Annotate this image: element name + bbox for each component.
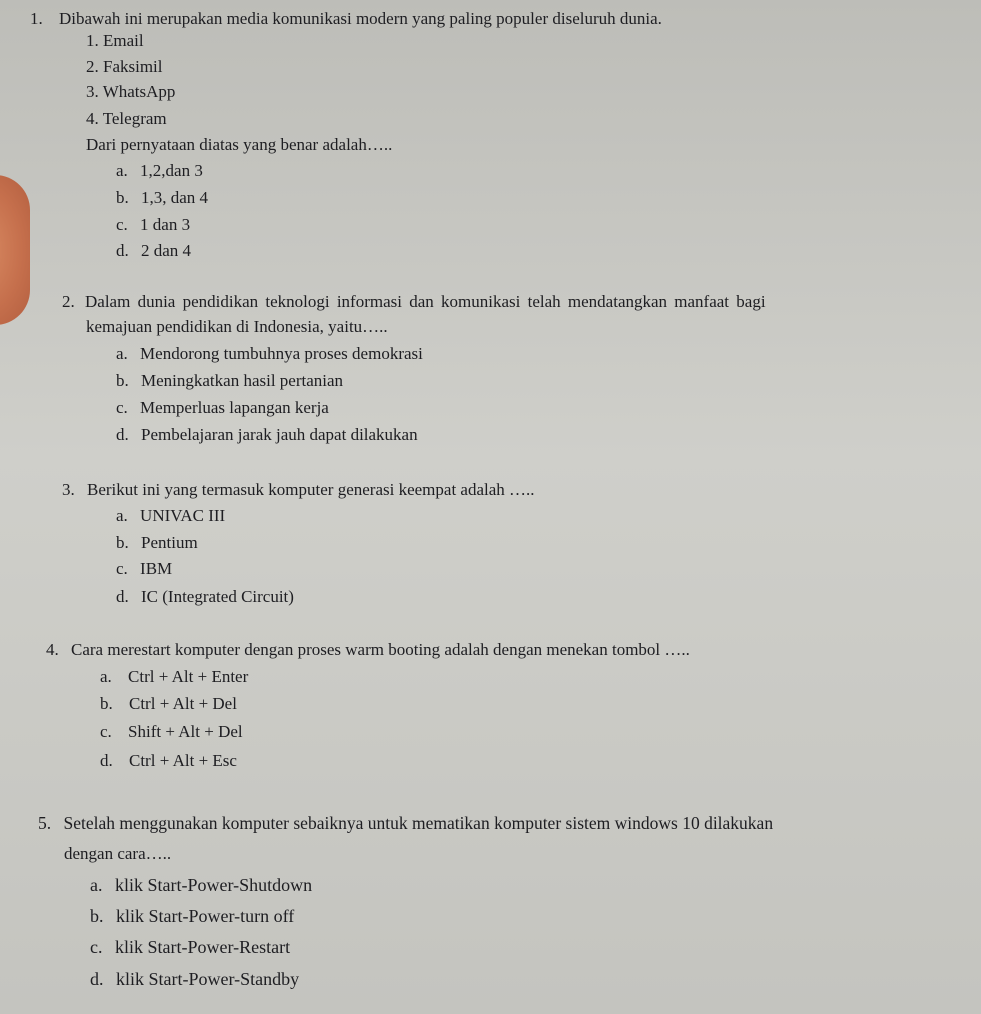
- option-text: Mendorong tumbuhnya proses demokrasi: [140, 344, 423, 363]
- question-number: 4.: [46, 640, 59, 659]
- question-3: [62, 479, 535, 501]
- option-b: [116, 532, 198, 554]
- question-number: 1.: [30, 9, 43, 28]
- option-b: [90, 905, 294, 927]
- option-c: [116, 558, 172, 580]
- option-text: 1 dan 3: [140, 215, 191, 234]
- option-text: 1,3, dan 4: [141, 188, 209, 207]
- question-4: [46, 639, 690, 661]
- option-letter: a.: [116, 161, 128, 180]
- option-text: UNIVAC III: [140, 506, 226, 525]
- option-a: [116, 343, 423, 365]
- option-d: [90, 968, 299, 990]
- option-letter: b.: [116, 371, 129, 390]
- option-c: [100, 721, 243, 743]
- option-letter: b.: [116, 533, 129, 552]
- option-letter: d.: [116, 587, 129, 606]
- option-letter: a.: [100, 667, 112, 686]
- question-5: [38, 812, 773, 834]
- option-a: [100, 666, 248, 688]
- option-letter: a.: [90, 875, 103, 895]
- question-number: 2.: [62, 292, 75, 311]
- question-text: Berikut ini yang termasuk komputer generasi keempat adalah …..: [87, 480, 535, 499]
- question-text-line1: Setelah menggunakan komputer sebaiknya untuk mematikan komputer sistem windows 10 dilakukan: [63, 813, 774, 833]
- option-text: Ctrl + Alt + Esc: [129, 751, 237, 770]
- option-text: Pembelajaran jarak jauh dapat dilakukan: [141, 425, 418, 444]
- option-b: [100, 693, 237, 715]
- option-d: [116, 240, 191, 262]
- question-prompt: Dari pernyataan diatas yang benar adalah…..: [86, 135, 393, 154]
- option-text: Meningkatkan hasil pertanian: [141, 371, 344, 390]
- option-c: [90, 936, 290, 958]
- question-1: [30, 8, 662, 30]
- statement-2: 2. Faksimil: [86, 57, 163, 76]
- option-a: [90, 874, 312, 896]
- option-letter: c.: [100, 722, 112, 741]
- question-text-line2: kemajuan pendidikan di Indonesia, yaitu…..: [86, 317, 388, 336]
- option-a: [116, 505, 225, 527]
- question-text: Cara merestart komputer dengan proses warm booting adalah dengan menekan tombol …..: [71, 640, 690, 659]
- option-letter: d.: [100, 751, 113, 770]
- statement-3: 3. WhatsApp: [86, 82, 176, 101]
- option-text: Ctrl + Alt + Del: [129, 694, 237, 713]
- option-text: 2 dan 4: [141, 241, 192, 260]
- question-number: 5.: [38, 813, 52, 833]
- option-text: 1,2,dan 3: [140, 161, 203, 180]
- statement-4: 4. Telegram: [86, 109, 167, 128]
- option-text: Pentium: [141, 533, 198, 552]
- option-b: [116, 370, 343, 392]
- option-b: [116, 187, 208, 209]
- option-letter: a.: [116, 506, 128, 525]
- option-d: [116, 424, 418, 446]
- option-letter: c.: [116, 215, 128, 234]
- question-text-line1: Dalam dunia pendidikan teknologi informasi dan komunikasi telah mendatangkan manfaat bagi: [85, 292, 766, 311]
- option-text: klik Start-Power-Restart: [115, 937, 291, 957]
- option-letter: b.: [116, 188, 129, 207]
- option-d: [116, 586, 294, 608]
- finger-edge: [0, 175, 30, 325]
- option-c: [116, 214, 190, 236]
- option-letter: d.: [116, 241, 129, 260]
- question-number: 3.: [62, 480, 75, 499]
- statement-1: 1. Email: [86, 31, 144, 50]
- option-letter: a.: [116, 344, 128, 363]
- option-text: klik Start-Power-Standby: [116, 969, 300, 989]
- question-text-line2: dengan cara…..: [64, 844, 172, 863]
- option-letter: b.: [100, 694, 113, 713]
- question-text: Dibawah ini merupakan media komunikasi modern yang paling populer diseluruh dunia.: [59, 9, 662, 28]
- option-letter: d.: [116, 425, 129, 444]
- option-text: Ctrl + Alt + Enter: [128, 667, 249, 686]
- option-text: Shift + Alt + Del: [128, 722, 243, 741]
- option-letter: c.: [116, 398, 128, 417]
- option-letter: b.: [90, 906, 104, 926]
- option-text: IC (Integrated Circuit): [141, 587, 294, 606]
- option-d: [100, 750, 237, 772]
- option-text: Memperluas lapangan kerja: [140, 398, 329, 417]
- option-c: [116, 397, 329, 419]
- option-text: klik Start-Power-Shutdown: [115, 875, 313, 895]
- option-a: [116, 160, 203, 182]
- question-2: [62, 291, 766, 313]
- option-text: klik Start-Power-turn off: [116, 906, 295, 926]
- option-letter: d.: [90, 969, 104, 989]
- option-letter: c.: [90, 937, 103, 957]
- option-text: IBM: [140, 559, 173, 578]
- option-letter: c.: [116, 559, 128, 578]
